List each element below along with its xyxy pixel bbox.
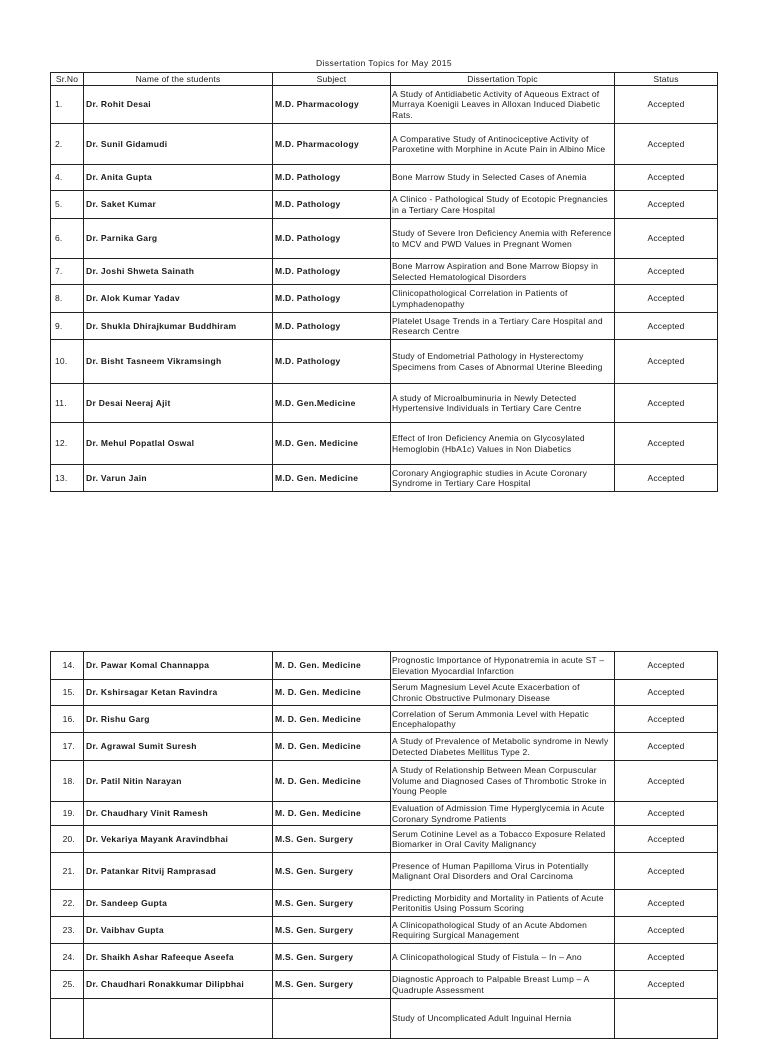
- table-row: [51, 165, 718, 191]
- student-name-cell: Dr. Patil Nitin Narayan: [84, 761, 273, 802]
- subject-cell: M. D. Gen. Medicine: [273, 680, 391, 706]
- sr-no-cell: 20.: [51, 826, 84, 853]
- table-row: [51, 124, 718, 165]
- status-cell: Accepted: [615, 191, 718, 219]
- subject-cell: M.D. Pathology: [273, 340, 391, 384]
- dissertation-topic-cell: Study of Severe Iron Deficiency Anemia with Reference to MCV and PWD Values in Pregnant Women: [391, 219, 615, 259]
- sr-no-cell: 18.: [51, 761, 84, 802]
- table-row: [51, 853, 718, 890]
- sr-no-cell: 4.: [51, 165, 84, 191]
- header-name: Name of the students: [84, 73, 273, 86]
- student-name-cell: Dr. Anita Gupta: [84, 165, 273, 191]
- student-name-cell: Dr. Kshirsagar Ketan Ravindra: [84, 680, 273, 706]
- status-cell: Accepted: [615, 165, 718, 191]
- status-cell: Accepted: [615, 340, 718, 384]
- table-row: [51, 971, 718, 999]
- student-name-cell: Dr. Saket Kumar: [84, 191, 273, 219]
- table-row: [51, 313, 718, 340]
- table-row: [51, 761, 718, 802]
- subject-cell: M.S. Gen. Surgery: [273, 890, 391, 917]
- subject-cell: M.D. Gen.Medicine: [273, 384, 391, 423]
- sr-no-cell: 11.: [51, 384, 84, 423]
- student-name-cell: Dr. Mehul Popatlal Oswal: [84, 423, 273, 465]
- table-row: [51, 465, 718, 492]
- sr-no-cell: 25.: [51, 971, 84, 999]
- dissertation-topic-cell: A Comparative Study of Antinociceptive Activity of Paroxetine with Morphine in Acute Pain in Albino Mice: [391, 124, 615, 165]
- page-title: Dissertation Topics for May 2015: [316, 58, 452, 68]
- table-row: [51, 802, 718, 826]
- subject-cell: M.D. Pathology: [273, 219, 391, 259]
- dissertation-topic-cell: A Clinicopathological Study of an Acute Abdomen Requiring Surgical Management: [391, 917, 615, 944]
- subject-cell: M.S. Gen. Surgery: [273, 971, 391, 999]
- subject-cell: [273, 999, 391, 1039]
- student-name-cell: Dr. Chaudhary Vinit Ramesh: [84, 802, 273, 826]
- subject-cell: M.S. Gen. Surgery: [273, 944, 391, 971]
- student-name-cell: Dr. Vaibhav Gupta: [84, 917, 273, 944]
- dissertation-topic-cell: Diagnostic Approach to Palpable Breast Lump – A Quadruple Assessment: [391, 971, 615, 999]
- student-name-cell: Dr. Rishu Garg: [84, 706, 273, 733]
- dissertation-topic-cell: Bone Marrow Aspiration and Bone Marrow Biopsy in Selected Hematological Disorders: [391, 259, 615, 285]
- student-name-cell: Dr. Shukla Dhirajkumar Buddhiram: [84, 313, 273, 340]
- dissertation-topic-cell: A Study of Antidiabetic Activity of Aqueous Extract of Murraya Koenigii Leaves in Alloxan Induced Diabetic Rats.: [391, 86, 615, 124]
- sr-no-cell: 24.: [51, 944, 84, 971]
- dissertation-topic-cell: Correlation of Serum Ammonia Level with Hepatic Encephalopathy: [391, 706, 615, 733]
- status-cell: Accepted: [615, 971, 718, 999]
- status-cell: Accepted: [615, 917, 718, 944]
- student-name-cell: [84, 999, 273, 1039]
- table-row: [51, 917, 718, 944]
- subject-cell: M.S. Gen. Surgery: [273, 917, 391, 944]
- student-name-cell: Dr. Parnika Garg: [84, 219, 273, 259]
- dissertation-topic-cell: Study of Uncomplicated Adult Inguinal Hernia: [391, 999, 615, 1039]
- status-cell: Accepted: [615, 761, 718, 802]
- sr-no-cell: 6.: [51, 219, 84, 259]
- status-cell: Accepted: [615, 733, 718, 761]
- table-row: [51, 706, 718, 733]
- sr-no-cell: 22.: [51, 890, 84, 917]
- dissertation-table-1: [50, 72, 718, 492]
- subject-cell: M. D. Gen. Medicine: [273, 802, 391, 826]
- status-cell: Accepted: [615, 285, 718, 313]
- status-cell: Accepted: [615, 384, 718, 423]
- table-row: [51, 733, 718, 761]
- table-row: [51, 259, 718, 285]
- student-name-cell: Dr. Varun Jain: [84, 465, 273, 492]
- status-cell: [615, 999, 718, 1039]
- student-name-cell: Dr. Patankar Ritvij Ramprasad: [84, 853, 273, 890]
- table-row: [51, 826, 718, 853]
- dissertation-topic-cell: Clinicopathological Correlation in Patients of Lymphadenopathy: [391, 285, 615, 313]
- sr-no-cell: 9.: [51, 313, 84, 340]
- student-name-cell: Dr. Sunil Gidamudi: [84, 124, 273, 165]
- subject-cell: M.D. Pathology: [273, 285, 391, 313]
- subject-cell: M.D. Gen. Medicine: [273, 465, 391, 492]
- table-header-row: [51, 73, 718, 86]
- dissertation-topic-cell: Serum Cotinine Level as a Tobacco Exposure Related Biomarker in Oral Cavity Malignancy: [391, 826, 615, 853]
- dissertation-topic-cell: Study of Endometrial Pathology in Hysterectomy Specimens from Cases of Abnormal Uterine Bleeding: [391, 340, 615, 384]
- table-row: [51, 285, 718, 313]
- table-row: [51, 219, 718, 259]
- sr-no-cell: 7.: [51, 259, 84, 285]
- sr-no-cell: 19.: [51, 802, 84, 826]
- dissertation-topic-cell: Bone Marrow Study in Selected Cases of Anemia: [391, 165, 615, 191]
- status-cell: Accepted: [615, 219, 718, 259]
- subject-cell: M.D. Pathology: [273, 165, 391, 191]
- subject-cell: M.D. Pathology: [273, 313, 391, 340]
- student-name-cell: Dr. Alok Kumar Yadav: [84, 285, 273, 313]
- sr-no-cell: 17.: [51, 733, 84, 761]
- table-row: [51, 86, 718, 124]
- status-cell: Accepted: [615, 826, 718, 853]
- sr-no-cell: 14.: [51, 652, 84, 680]
- dissertation-topic-cell: Evaluation of Admission Time Hyperglycemia in Acute Coronary Syndrome Patients: [391, 802, 615, 826]
- status-cell: Accepted: [615, 423, 718, 465]
- status-cell: Accepted: [615, 802, 718, 826]
- student-name-cell: Dr. Agrawal Sumit Suresh: [84, 733, 273, 761]
- dissertation-topic-cell: Effect of Iron Deficiency Anemia on Glycosylated Hemoglobin (HbA1c) Values in Non Diabetics: [391, 423, 615, 465]
- subject-cell: M.S. Gen. Surgery: [273, 853, 391, 890]
- status-cell: Accepted: [615, 706, 718, 733]
- status-cell: Accepted: [615, 652, 718, 680]
- status-cell: Accepted: [615, 465, 718, 492]
- status-cell: Accepted: [615, 86, 718, 124]
- status-cell: Accepted: [615, 890, 718, 917]
- subject-cell: M. D. Gen. Medicine: [273, 761, 391, 802]
- dissertation-topic-cell: A Study of Relationship Between Mean Corpuscular Volume and Diagnosed Cases of Thrombotic Stroke in Young People: [391, 761, 615, 802]
- student-name-cell: Dr. Sandeep Gupta: [84, 890, 273, 917]
- sr-no-cell: 8.: [51, 285, 84, 313]
- status-cell: Accepted: [615, 853, 718, 890]
- student-name-cell: Dr Desai Neeraj Ajit: [84, 384, 273, 423]
- student-name-cell: Dr. Rohit Desai: [84, 86, 273, 124]
- sr-no-cell: 23.: [51, 917, 84, 944]
- dissertation-table-2: [50, 651, 718, 1039]
- dissertation-topic-cell: A Clinicopathological Study of Fistula – In – Ano: [391, 944, 615, 971]
- student-name-cell: Dr. Bisht Tasneem Vikramsingh: [84, 340, 273, 384]
- sr-no-cell: 10.: [51, 340, 84, 384]
- table-row: [51, 384, 718, 423]
- table-row: [51, 680, 718, 706]
- sr-no-cell: 15.: [51, 680, 84, 706]
- table-row: [51, 423, 718, 465]
- sr-no-cell: 1.: [51, 86, 84, 124]
- status-cell: Accepted: [615, 259, 718, 285]
- table-row: [51, 340, 718, 384]
- sr-no-cell: 12.: [51, 423, 84, 465]
- dissertation-topic-cell: Prognostic Importance of Hyponatremia in acute ST – Elevation Myocardial Infarction: [391, 652, 615, 680]
- subject-cell: M.D. Gen. Medicine: [273, 423, 391, 465]
- sr-no-cell: 5.: [51, 191, 84, 219]
- dissertation-topic-cell: A study of Microalbuminuria in Newly Detected Hypertensive Individuals in Tertiary Care Centre: [391, 384, 615, 423]
- dissertation-topic-cell: Predicting Morbidity and Mortality in Patients of Acute Peritonitis Using Possum Scoring: [391, 890, 615, 917]
- student-name-cell: Dr. Chaudhari Ronakkumar Dilipbhai: [84, 971, 273, 999]
- student-name-cell: Dr. Pawar Komal Channappa: [84, 652, 273, 680]
- subject-cell: M.D. Pharmacology: [273, 86, 391, 124]
- student-name-cell: Dr. Joshi Shweta Sainath: [84, 259, 273, 285]
- subject-cell: M.D. Pharmacology: [273, 124, 391, 165]
- subject-cell: M. D. Gen. Medicine: [273, 706, 391, 733]
- status-cell: Accepted: [615, 313, 718, 340]
- sr-no-cell: 13.: [51, 465, 84, 492]
- table-row: [51, 191, 718, 219]
- sr-no-cell: 16.: [51, 706, 84, 733]
- dissertation-topic-cell: Serum Magnesium Level Acute Exacerbation of Chronic Obstructive Pulmonary Disease: [391, 680, 615, 706]
- sr-no-cell: [51, 999, 84, 1039]
- student-name-cell: Dr. Vekariya Mayank Aravindbhai: [84, 826, 273, 853]
- header-status: Status: [615, 73, 718, 86]
- status-cell: Accepted: [615, 680, 718, 706]
- dissertation-topic-cell: Presence of Human Papilloma Virus in Potentially Malignant Oral Disorders and Oral Carcinoma: [391, 853, 615, 890]
- table-row: [51, 890, 718, 917]
- sr-no-cell: 2.: [51, 124, 84, 165]
- subject-cell: M. D. Gen. Medicine: [273, 733, 391, 761]
- subject-cell: M.D. Pathology: [273, 191, 391, 219]
- header-srno: Sr.No: [51, 73, 84, 86]
- table-row: [51, 652, 718, 680]
- dissertation-topic-cell: A Study of Prevalence of Metabolic syndrome in Newly Detected Diabetes Mellitus Type 2.: [391, 733, 615, 761]
- subject-cell: M.D. Pathology: [273, 259, 391, 285]
- dissertation-topic-cell: Platelet Usage Trends in a Tertiary Care Hospital and Research Centre: [391, 313, 615, 340]
- subject-cell: M. D. Gen. Medicine: [273, 652, 391, 680]
- dissertation-topic-cell: Coronary Angiographic studies in Acute Coronary Syndrome in Tertiary Care Hospital: [391, 465, 615, 492]
- dissertation-topic-cell: A Clinico - Pathological Study of Ecotopic Pregnancies in a Tertiary Care Hospital: [391, 191, 615, 219]
- student-name-cell: Dr. Shaikh Ashar Rafeeque Aseefa: [84, 944, 273, 971]
- table-row: [51, 944, 718, 971]
- status-cell: Accepted: [615, 124, 718, 165]
- subject-cell: M.S. Gen. Surgery: [273, 826, 391, 853]
- sr-no-cell: 21.: [51, 853, 84, 890]
- table-row: [51, 999, 718, 1039]
- header-topic: Dissertation Topic: [391, 73, 615, 86]
- header-subject: Subject: [273, 73, 391, 86]
- status-cell: Accepted: [615, 944, 718, 971]
